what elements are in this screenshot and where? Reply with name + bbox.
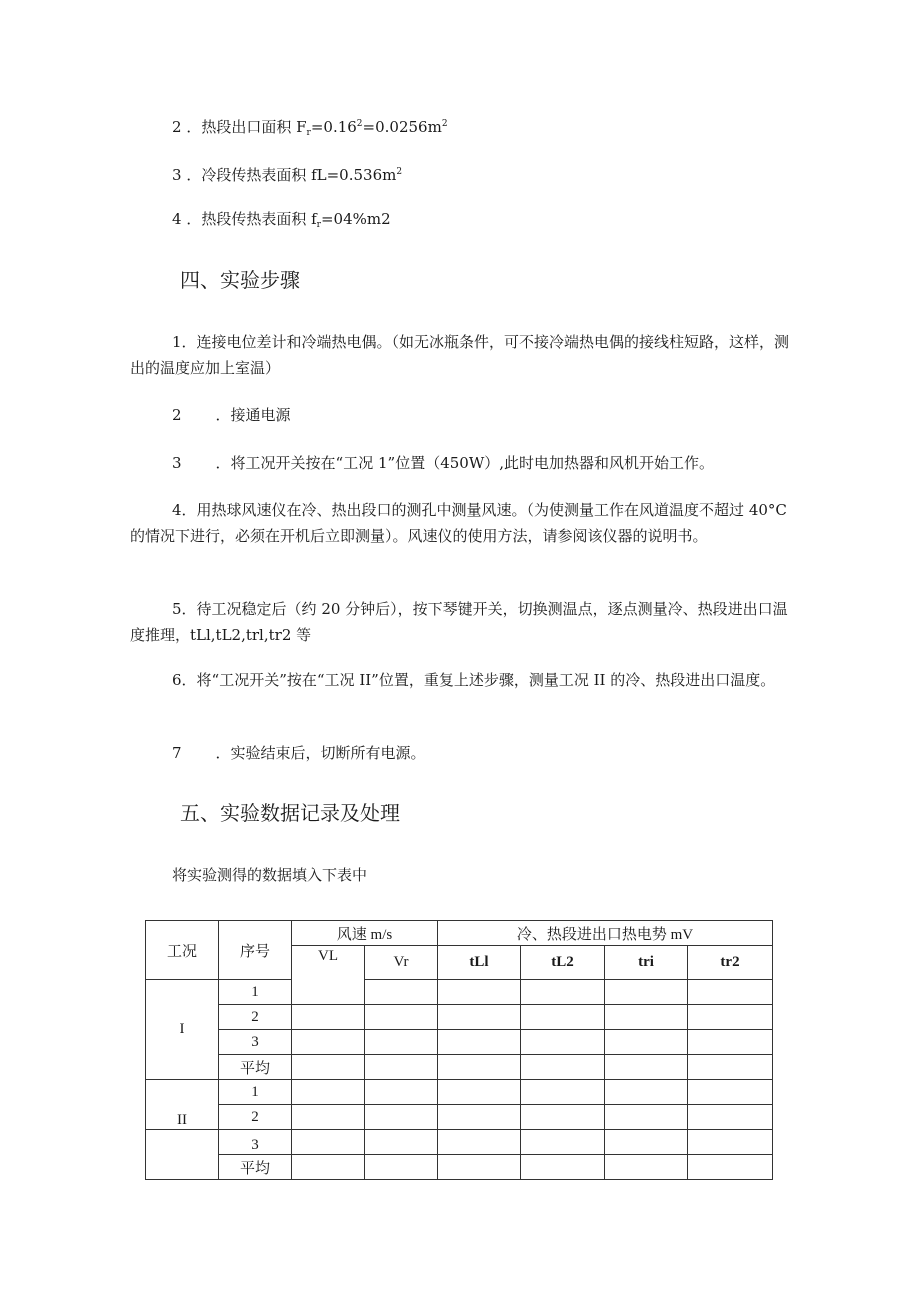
- cell-tr1[interactable]: [605, 1155, 688, 1180]
- cell-vr[interactable]: [365, 1055, 438, 1080]
- cell-vr[interactable]: [365, 1030, 438, 1055]
- cell-tr1[interactable]: [605, 1030, 688, 1055]
- seq-cell: 1: [219, 980, 292, 1005]
- cell-tr1[interactable]: [605, 1130, 688, 1155]
- header-tr1: tri: [605, 946, 688, 980]
- cell-tr2[interactable]: [688, 980, 773, 1005]
- cell-tr1[interactable]: [605, 1080, 688, 1105]
- cell-tl1[interactable]: [438, 1155, 521, 1180]
- cell-tr2[interactable]: [688, 1005, 773, 1030]
- cell-vl[interactable]: [292, 1055, 365, 1080]
- cell-vl[interactable]: [292, 1130, 365, 1155]
- cell-tl2[interactable]: [521, 1030, 605, 1055]
- cell-vl[interactable]: [292, 1155, 365, 1180]
- step-4: 4．用热球风速仪在冷、热出段口的测孔中测量风速。（为使测量工作在风道温度不超过 40°C 的情况下进行，必须在开机后立即测量）。风速仪的使用方法，请参阅该仪器的说明书。: [130, 501, 787, 545]
- cell-vr[interactable]: [365, 1130, 438, 1155]
- step-5: 5．待工况稳定后（约 20 分钟后），按下琴键开关，切换测温点，逐点测量冷、热段进出口温度推理，tLl,tL2,trl,tr2 等: [130, 600, 788, 644]
- cell-vl[interactable]: [292, 1030, 365, 1055]
- cell-tl1[interactable]: [438, 980, 521, 1005]
- section-5-title: 五、实验数据记录及处理: [180, 801, 400, 825]
- seq-cell: 3: [219, 1130, 292, 1155]
- header-vl: VL: [292, 946, 365, 1005]
- cell-tr1[interactable]: [605, 980, 688, 1005]
- item-3: 3 ．冷段传热表面积 $fL=0.536m^2$: [172, 166, 403, 184]
- seq-cell: 2: [219, 1105, 292, 1130]
- cell-vl[interactable]: [292, 1005, 365, 1030]
- cell-vr[interactable]: [365, 1080, 438, 1105]
- cell-tl1[interactable]: [438, 1030, 521, 1055]
- header-wind-speed: 风速 m/s: [292, 921, 438, 946]
- item-4: 4 ．热段传热表面积 $f_r=04\%m2$: [172, 210, 391, 230]
- header-tl2: tL2: [521, 946, 605, 980]
- cell-tr2[interactable]: [688, 1080, 773, 1105]
- step-6: 6．将“工况开关”按在“工况 II”位置，重复上述步骤，测量工况 II 的冷、热段进出口温度。: [172, 671, 776, 689]
- seq-cell-average: 平均: [219, 1155, 292, 1180]
- item-2: 2 ．热段出口面积 $F_r=0.16^2=0.0256m^2$: [172, 118, 448, 138]
- cell-tl2[interactable]: [521, 980, 605, 1005]
- cell-tr1[interactable]: [605, 1055, 688, 1080]
- condition-2-blank: [146, 1130, 219, 1180]
- seq-cell: 3: [219, 1030, 292, 1055]
- header-thermo-emf: 冷、热段进出口热电势 mV: [438, 921, 773, 946]
- cell-tr1[interactable]: [605, 1005, 688, 1030]
- cell-tl1[interactable]: [438, 1080, 521, 1105]
- cell-tl1[interactable]: [438, 1105, 521, 1130]
- cell-tl2[interactable]: [521, 1005, 605, 1030]
- cell-vr[interactable]: [365, 980, 438, 1005]
- cell-tr1[interactable]: [605, 1105, 688, 1130]
- seq-cell: 1: [219, 1080, 292, 1105]
- cell-tl2[interactable]: [521, 1105, 605, 1130]
- cell-vr[interactable]: [365, 1155, 438, 1180]
- seq-cell-average: 平均: [219, 1055, 292, 1080]
- seq-cell: 2: [219, 1005, 292, 1030]
- header-seq: 序号: [219, 921, 292, 980]
- step-2: 2 ．接通电源: [172, 406, 291, 424]
- cell-tr2[interactable]: [688, 1055, 773, 1080]
- cell-vl[interactable]: [292, 1080, 365, 1105]
- cell-tr2[interactable]: [688, 1130, 773, 1155]
- data-table: [145, 920, 773, 1180]
- section-4-title: 四、实验步骤: [180, 268, 300, 292]
- cell-vl[interactable]: [292, 1105, 365, 1130]
- cell-tl1[interactable]: [438, 1130, 521, 1155]
- step-1: 1．连接电位差计和冷端热电偶。（如无冰瓶条件，可不接冷端热电偶的接线柱短路，这样，测出的温度应加上室温）: [130, 333, 790, 377]
- condition-1-label: I: [146, 980, 219, 1080]
- cell-tl2[interactable]: [521, 1130, 605, 1155]
- cell-tr2[interactable]: [688, 1105, 773, 1130]
- cell-tr2[interactable]: [688, 1030, 773, 1055]
- step-7: 7 ．实验结束后，切断所有电源。: [172, 744, 426, 762]
- cell-tr2[interactable]: [688, 1155, 773, 1180]
- header-vr: Vr: [365, 946, 438, 980]
- condition-2-label: II: [146, 1080, 219, 1130]
- cell-tl2[interactable]: [521, 1055, 605, 1080]
- step-3: 3 ．将工况开关按在“工况 1”位置（450W）,此时电加热器和风机开始工作。: [172, 454, 715, 472]
- table-intro: 将实验测得的数据填入下表中: [172, 866, 368, 884]
- header-tl1: tLl: [438, 946, 521, 980]
- cell-tl2[interactable]: [521, 1155, 605, 1180]
- cell-tl1[interactable]: [438, 1055, 521, 1080]
- cell-vr[interactable]: [365, 1105, 438, 1130]
- cell-tl1[interactable]: [438, 1005, 521, 1030]
- cell-vr[interactable]: [365, 1005, 438, 1030]
- header-tr2: tr2: [688, 946, 773, 980]
- header-condition: 工况: [146, 921, 219, 980]
- cell-tl2[interactable]: [521, 1080, 605, 1105]
